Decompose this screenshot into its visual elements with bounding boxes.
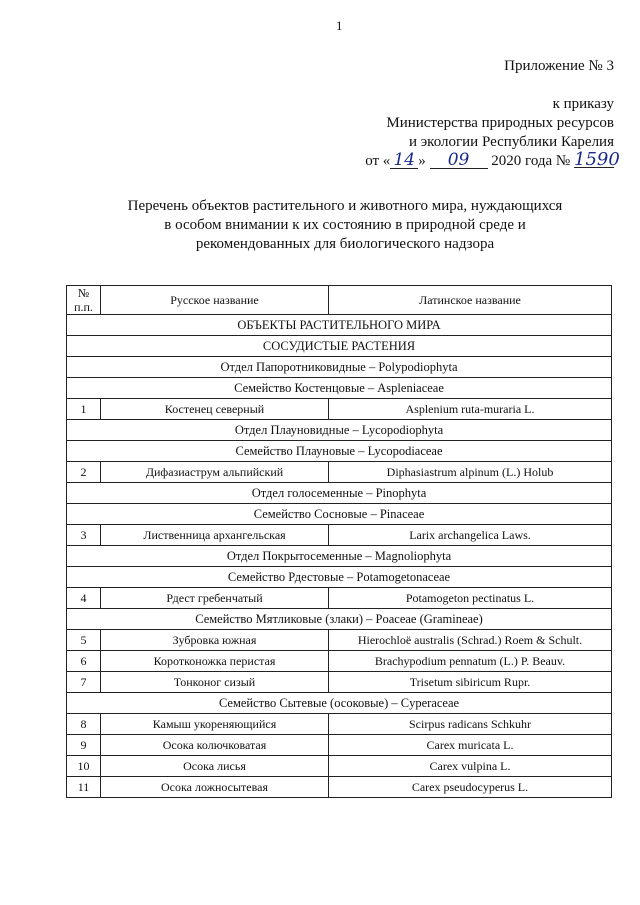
section-title: Семейство Рдестовые – Potamogetonaceae	[67, 567, 612, 588]
latin-name: Carex muricata L.	[329, 735, 612, 756]
table-row	[67, 462, 612, 483]
row-number: 11	[67, 777, 101, 798]
table-row	[67, 777, 612, 798]
section-title: Семейство Сытевые (осоковые) – Cyperaceae	[67, 693, 612, 714]
order-line-1: к приказу	[552, 96, 614, 112]
row-number: 8	[67, 714, 101, 735]
latin-name: Hierochloë australis (Schrad.) Roem & Schult.	[329, 630, 612, 651]
table-section-row	[67, 693, 612, 714]
table-row	[67, 735, 612, 756]
latin-name: Carex vulpina L.	[329, 756, 612, 777]
heading-line-3: рекомендованных для биологического надзора	[195, 236, 495, 252]
section-title: СОСУДИСТЫЕ РАСТЕНИЯ	[67, 336, 612, 357]
section-title: Отдел голосеменные – Pinophyta	[67, 483, 612, 504]
row-number: 9	[67, 735, 101, 756]
table-section-row	[67, 336, 612, 357]
handwritten-order-number: 1590	[574, 149, 620, 170]
russian-name: Осока лисья	[101, 756, 329, 777]
heading-line-2: в особом внимании к их состоянию в природной среде и	[164, 217, 526, 233]
section-title: Семейство Плауновые – Lycopodiaceae	[67, 441, 612, 462]
russian-name: Камыш укореняющийся	[101, 714, 329, 735]
section-title: Семейство Костенцовые – Aspleniaceae	[67, 378, 612, 399]
table-section-row	[67, 315, 612, 336]
table-row	[67, 672, 612, 693]
table-section-row	[67, 357, 612, 378]
table-section-row	[67, 483, 612, 504]
header-russian-name: Русское название	[101, 286, 329, 315]
table-row	[67, 651, 612, 672]
document-heading	[80, 197, 610, 254]
page-number: 1	[336, 18, 343, 33]
latin-name: Scirpus radicans Schkuhr	[329, 714, 612, 735]
table-row	[67, 588, 612, 609]
section-title: Отдел Плауновидные – Lycopodiophyta	[67, 420, 612, 441]
latin-name: Asplenium ruta-muraria L.	[329, 399, 612, 420]
row-number: 6	[67, 651, 101, 672]
russian-name: Осока колючковатая	[101, 735, 329, 756]
order-line-2: Министерства природных ресурсов	[386, 115, 614, 131]
latin-name: Potamogeton pectinatus L.	[329, 588, 612, 609]
table-row	[67, 630, 612, 651]
table-section-row	[67, 420, 612, 441]
section-title: Отдел Покрытосеменные – Magnoliophyta	[67, 546, 612, 567]
order-date-line	[365, 149, 620, 171]
annex-title: Приложение № 3	[504, 58, 614, 74]
latin-name: Brachypodium pennatum (L.) P. Beauv.	[329, 651, 612, 672]
row-number: 3	[67, 525, 101, 546]
table-section-row	[67, 546, 612, 567]
table-header-row	[67, 286, 612, 315]
date-suffix: 2020 года №	[491, 153, 571, 169]
russian-name: Лиственница архангельская	[101, 525, 329, 546]
latin-name: Larix archangelica Laws.	[329, 525, 612, 546]
row-number: 10	[67, 756, 101, 777]
row-number: 4	[67, 588, 101, 609]
table-row	[67, 525, 612, 546]
table-body	[67, 315, 612, 798]
table-row	[67, 756, 612, 777]
handwritten-day: 14	[390, 153, 418, 169]
russian-name: Костенец северный	[101, 399, 329, 420]
latin-name: Carex pseudocyperus L.	[329, 777, 612, 798]
species-table	[66, 285, 612, 798]
row-number: 5	[67, 630, 101, 651]
latin-name: Diphasiastrum alpinum (L.) Holub	[329, 462, 612, 483]
row-number: 7	[67, 672, 101, 693]
russian-name: Зубровка южная	[101, 630, 329, 651]
section-title: ОБЪЕКТЫ РАСТИТЕЛЬНОГО МИРА	[67, 315, 612, 336]
order-reference	[365, 95, 620, 171]
table-section-row	[67, 378, 612, 399]
handwritten-month: 09	[430, 153, 488, 169]
order-line-3: и экологии Республики Карелия	[408, 134, 614, 150]
table-row	[67, 714, 612, 735]
table-section-row	[67, 504, 612, 525]
table-section-row	[67, 567, 612, 588]
section-title: Отдел Папоротниковидные – Polypodiophyta	[67, 357, 612, 378]
russian-name: Коротконожка перистая	[101, 651, 329, 672]
russian-name: Тонконог сизый	[101, 672, 329, 693]
row-number: 1	[67, 399, 101, 420]
russian-name: Осока ложносытевая	[101, 777, 329, 798]
date-prefix: от «	[365, 153, 391, 169]
header-latin-name: Латинское название	[329, 286, 612, 315]
latin-name: Trisetum sibiricum Rupr.	[329, 672, 612, 693]
row-number: 2	[67, 462, 101, 483]
section-title: Семейство Сосновые – Pinaceae	[67, 504, 612, 525]
russian-name: Рдест гребенчатый	[101, 588, 329, 609]
table-section-row	[67, 609, 612, 630]
russian-name: Дифазиаструм альпийский	[101, 462, 329, 483]
table-row	[67, 399, 612, 420]
table-section-row	[67, 441, 612, 462]
date-mid: »	[418, 153, 426, 169]
section-title: Семейство Мятликовые (злаки) – Poaceae (Gramineae)	[67, 609, 612, 630]
heading-line-1: Перечень объектов растительного и животного мира, нуждающихся	[127, 198, 563, 214]
header-num: № п.п.	[67, 286, 101, 315]
